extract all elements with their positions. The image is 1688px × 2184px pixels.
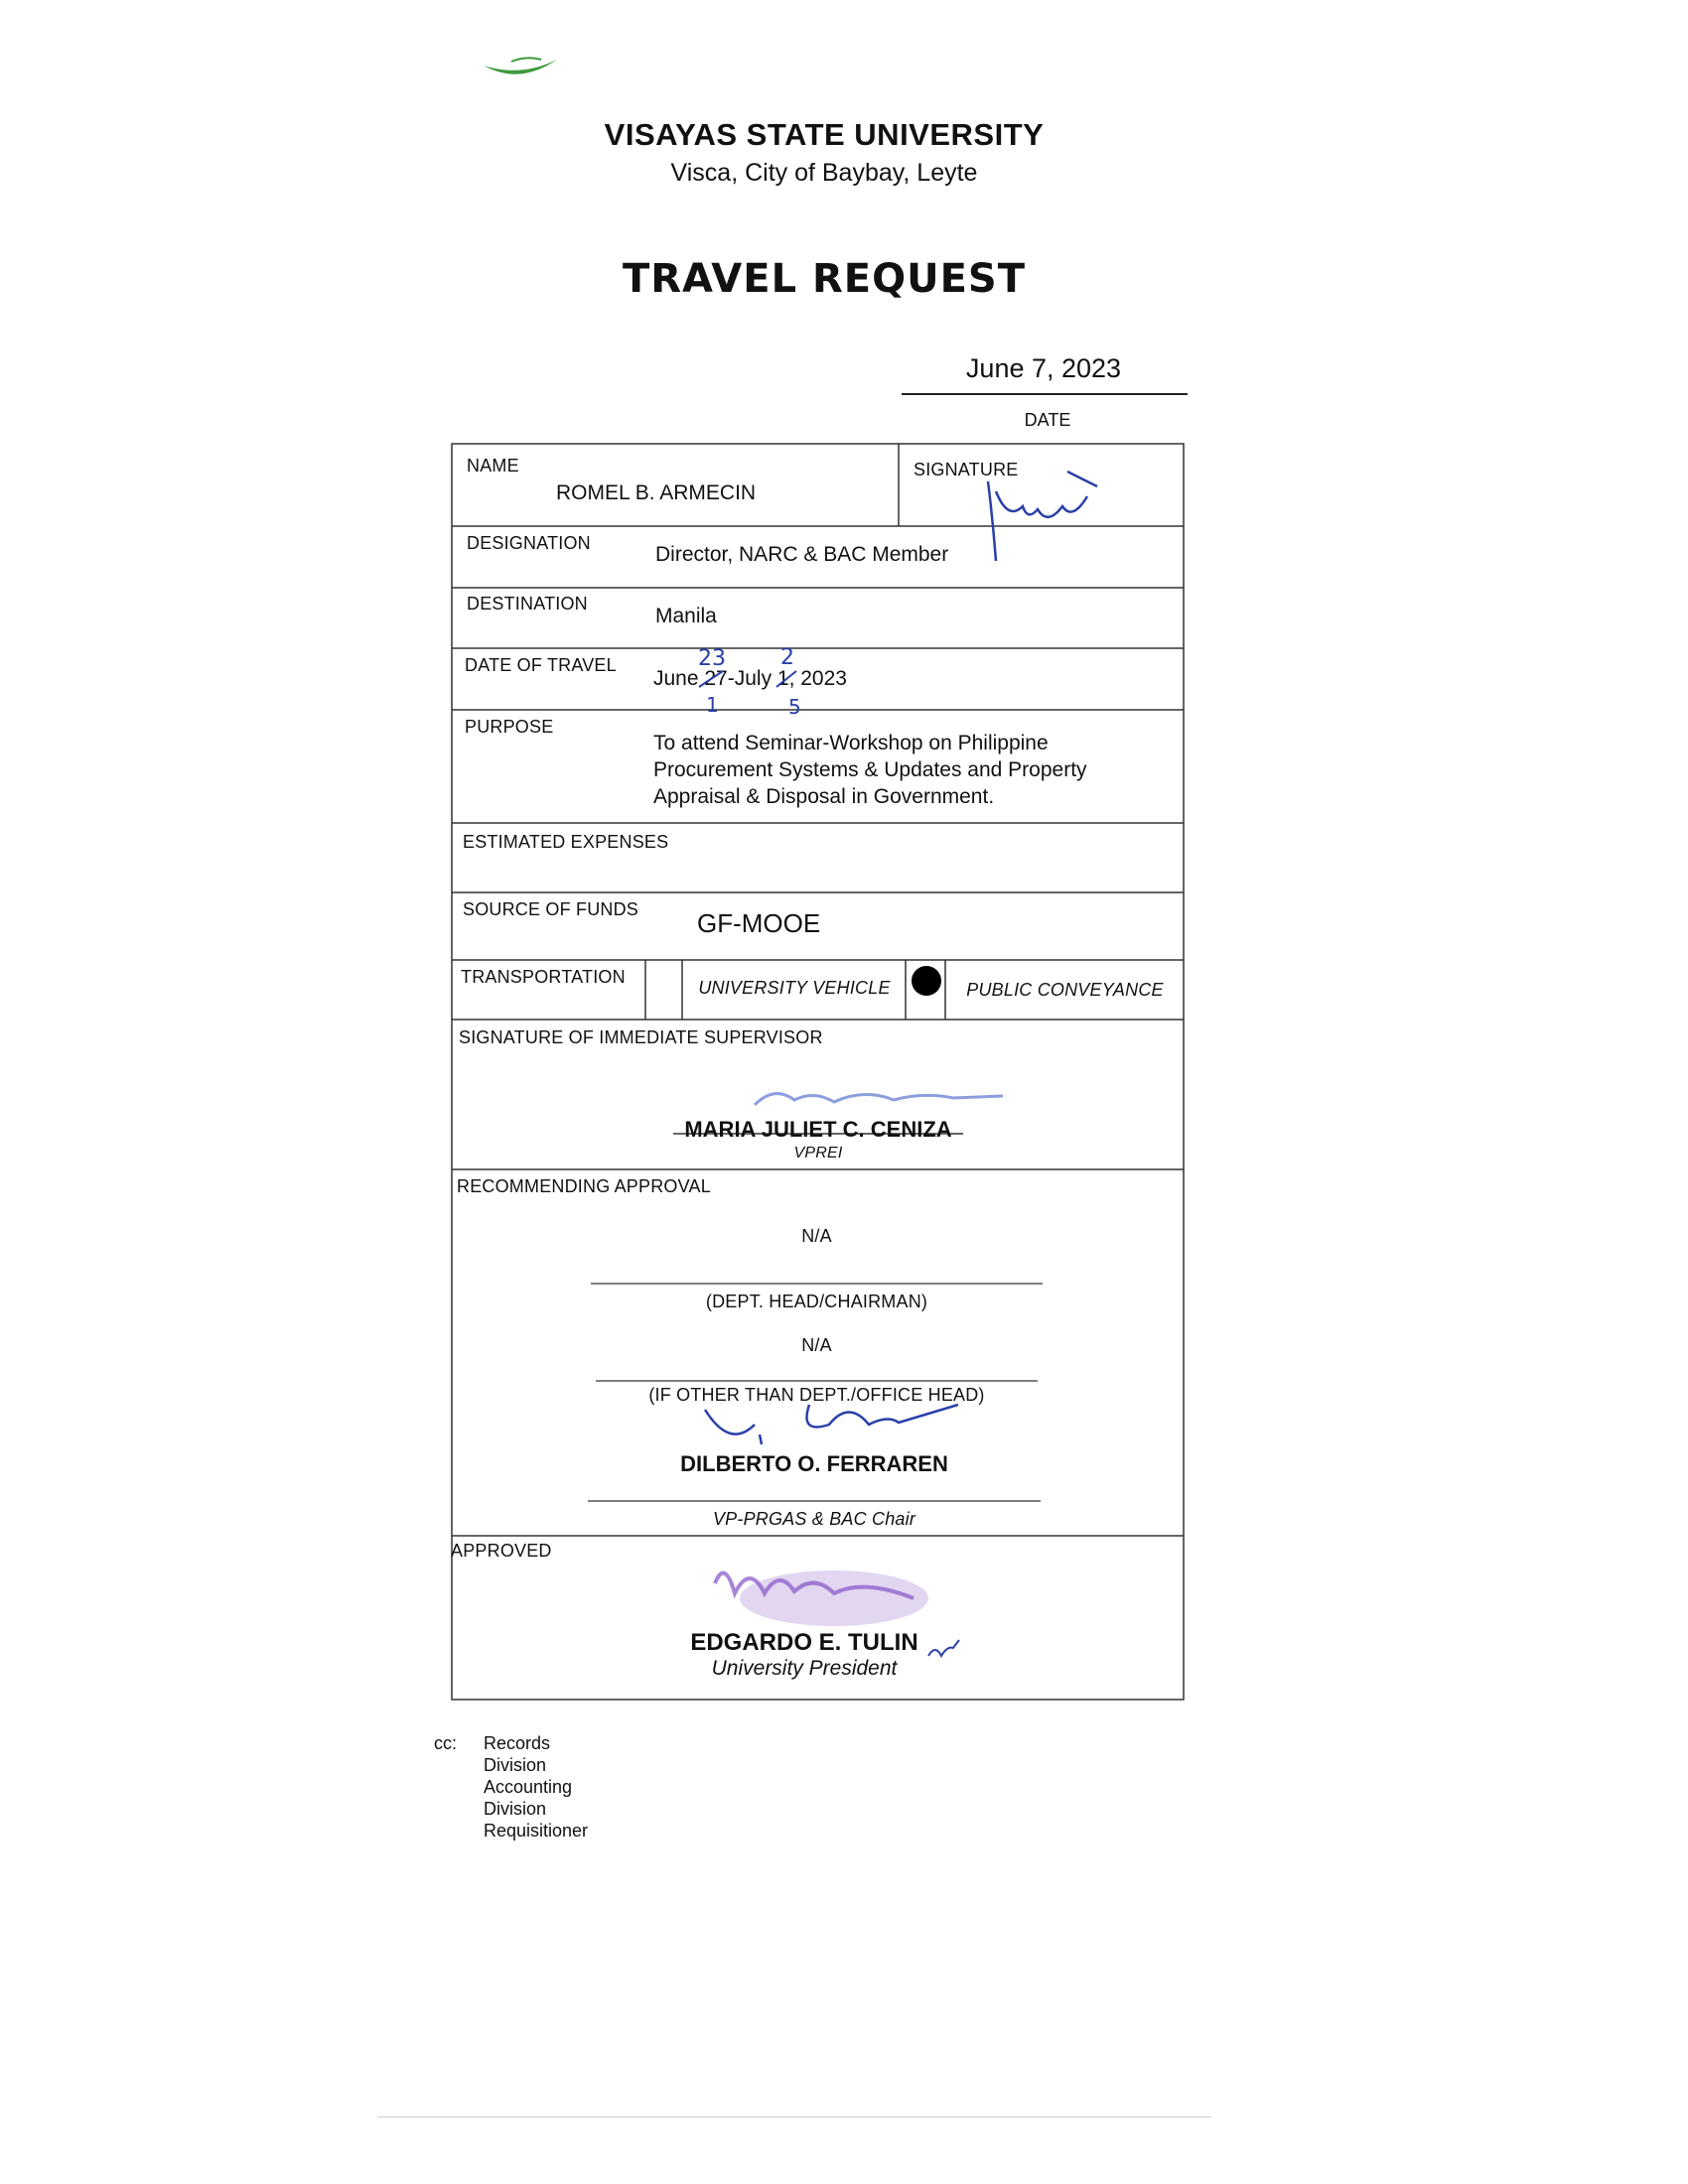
cc-label: cc:: [434, 1733, 458, 1753]
handwritten-date-correction: 23: [698, 646, 726, 671]
approver-initial-icon: [923, 1636, 963, 1666]
purpose-line: Procurement Systems & Updates and Property: [653, 758, 1087, 781]
supervisor-name: MARIA JULIET C. CENIZA: [684, 1117, 952, 1142]
date-strikethrough-icon: [693, 665, 802, 695]
recommending-caption-1: (DEPT. HEAD/CHAIRMAN): [705, 1292, 928, 1311]
designation-value: Director, NARC & BAC Member: [655, 543, 949, 566]
recommending-approval-label: RECOMMENDING APPROVAL: [457, 1176, 711, 1196]
supervisor-title: VPREI: [793, 1145, 843, 1161]
cc-recipient-list: [484, 1732, 588, 1842]
supervisor-label: SIGNATURE OF IMMEDIATE SUPERVISOR: [459, 1027, 823, 1047]
recommender-signature-icon: [700, 1395, 968, 1454]
travel-request-form: [437, 442, 1186, 1703]
name-label: NAME: [467, 456, 519, 476]
transportation-label: TRANSPORTATION: [461, 967, 626, 987]
recommending-na-1: N/A: [801, 1226, 832, 1246]
purpose-label: PURPOSE: [465, 717, 554, 737]
university-logo-icon: [482, 56, 559, 85]
purpose-value: [653, 730, 1087, 810]
cc-recipient: Records Division: [484, 1733, 551, 1775]
page-bottom-rule: [377, 2116, 1211, 2117]
name-value: ROMEL B. ARMECIN: [556, 481, 757, 504]
handwritten-date-correction: 2: [780, 645, 794, 670]
supervisor-signature-icon: [735, 1080, 1013, 1120]
approver-title: University President: [711, 1657, 898, 1680]
cc-recipient: Requisitioner: [484, 1821, 589, 1841]
form-title: TRAVEL REQUEST: [622, 256, 1027, 302]
university-vehicle-checkbox[interactable]: [646, 961, 681, 1019]
university-vehicle-option: UNIVERSITY VEHICLE: [698, 978, 891, 998]
designation-label: DESIGNATION: [467, 533, 591, 553]
recommending-name: DILBERTO O. FERRAREN: [680, 1451, 948, 1476]
date-underline: [902, 393, 1188, 395]
request-date-value: June 7, 2023: [965, 353, 1122, 383]
purpose-line: Appraisal & Disposal in Government.: [653, 785, 995, 808]
source-of-funds-label: SOURCE OF FUNDS: [463, 899, 639, 919]
recommending-title: VP-PRGAS & BAC Chair: [712, 1509, 916, 1529]
destination-label: DESTINATION: [467, 594, 588, 614]
source-of-funds-value: GF-MOOE: [697, 908, 821, 938]
handwritten-date-note: 1: [706, 693, 719, 717]
cc-recipient: Accounting Division: [484, 1777, 573, 1819]
approver-stamp-signature-icon: [695, 1554, 943, 1643]
university-name: VISAYAS STATE UNIVERSITY: [604, 117, 1045, 152]
recommending-caption-2: (IF OTHER THAN DEPT./OFFICE HEAD): [648, 1385, 985, 1405]
purpose-line: To attend Seminar-Workshop on Philippine: [653, 732, 1049, 754]
estimated-expenses-label: ESTIMATED EXPENSES: [463, 832, 669, 852]
destination-value: Manila: [655, 605, 717, 627]
handwritten-date-note: 5: [788, 695, 801, 719]
request-date-label: DATE: [1024, 410, 1071, 430]
recommending-na-2: N/A: [801, 1335, 832, 1355]
public-conveyance-checkbox[interactable]: [912, 966, 941, 996]
university-address: Visca, City of Baybay, Leyte: [670, 159, 978, 187]
public-conveyance-option: PUBLIC CONVEYANCE: [966, 980, 1164, 1000]
date-of-travel-value: June 27-July 1, 2023: [653, 667, 847, 690]
approved-label: APPROVED: [451, 1541, 552, 1561]
date-of-travel-label: DATE OF TRAVEL: [465, 655, 617, 675]
approver-name: EDGARDO E. TULIN: [690, 1629, 918, 1656]
applicant-signature-icon: [968, 452, 1117, 571]
signature-label: SIGNATURE: [914, 460, 1019, 479]
